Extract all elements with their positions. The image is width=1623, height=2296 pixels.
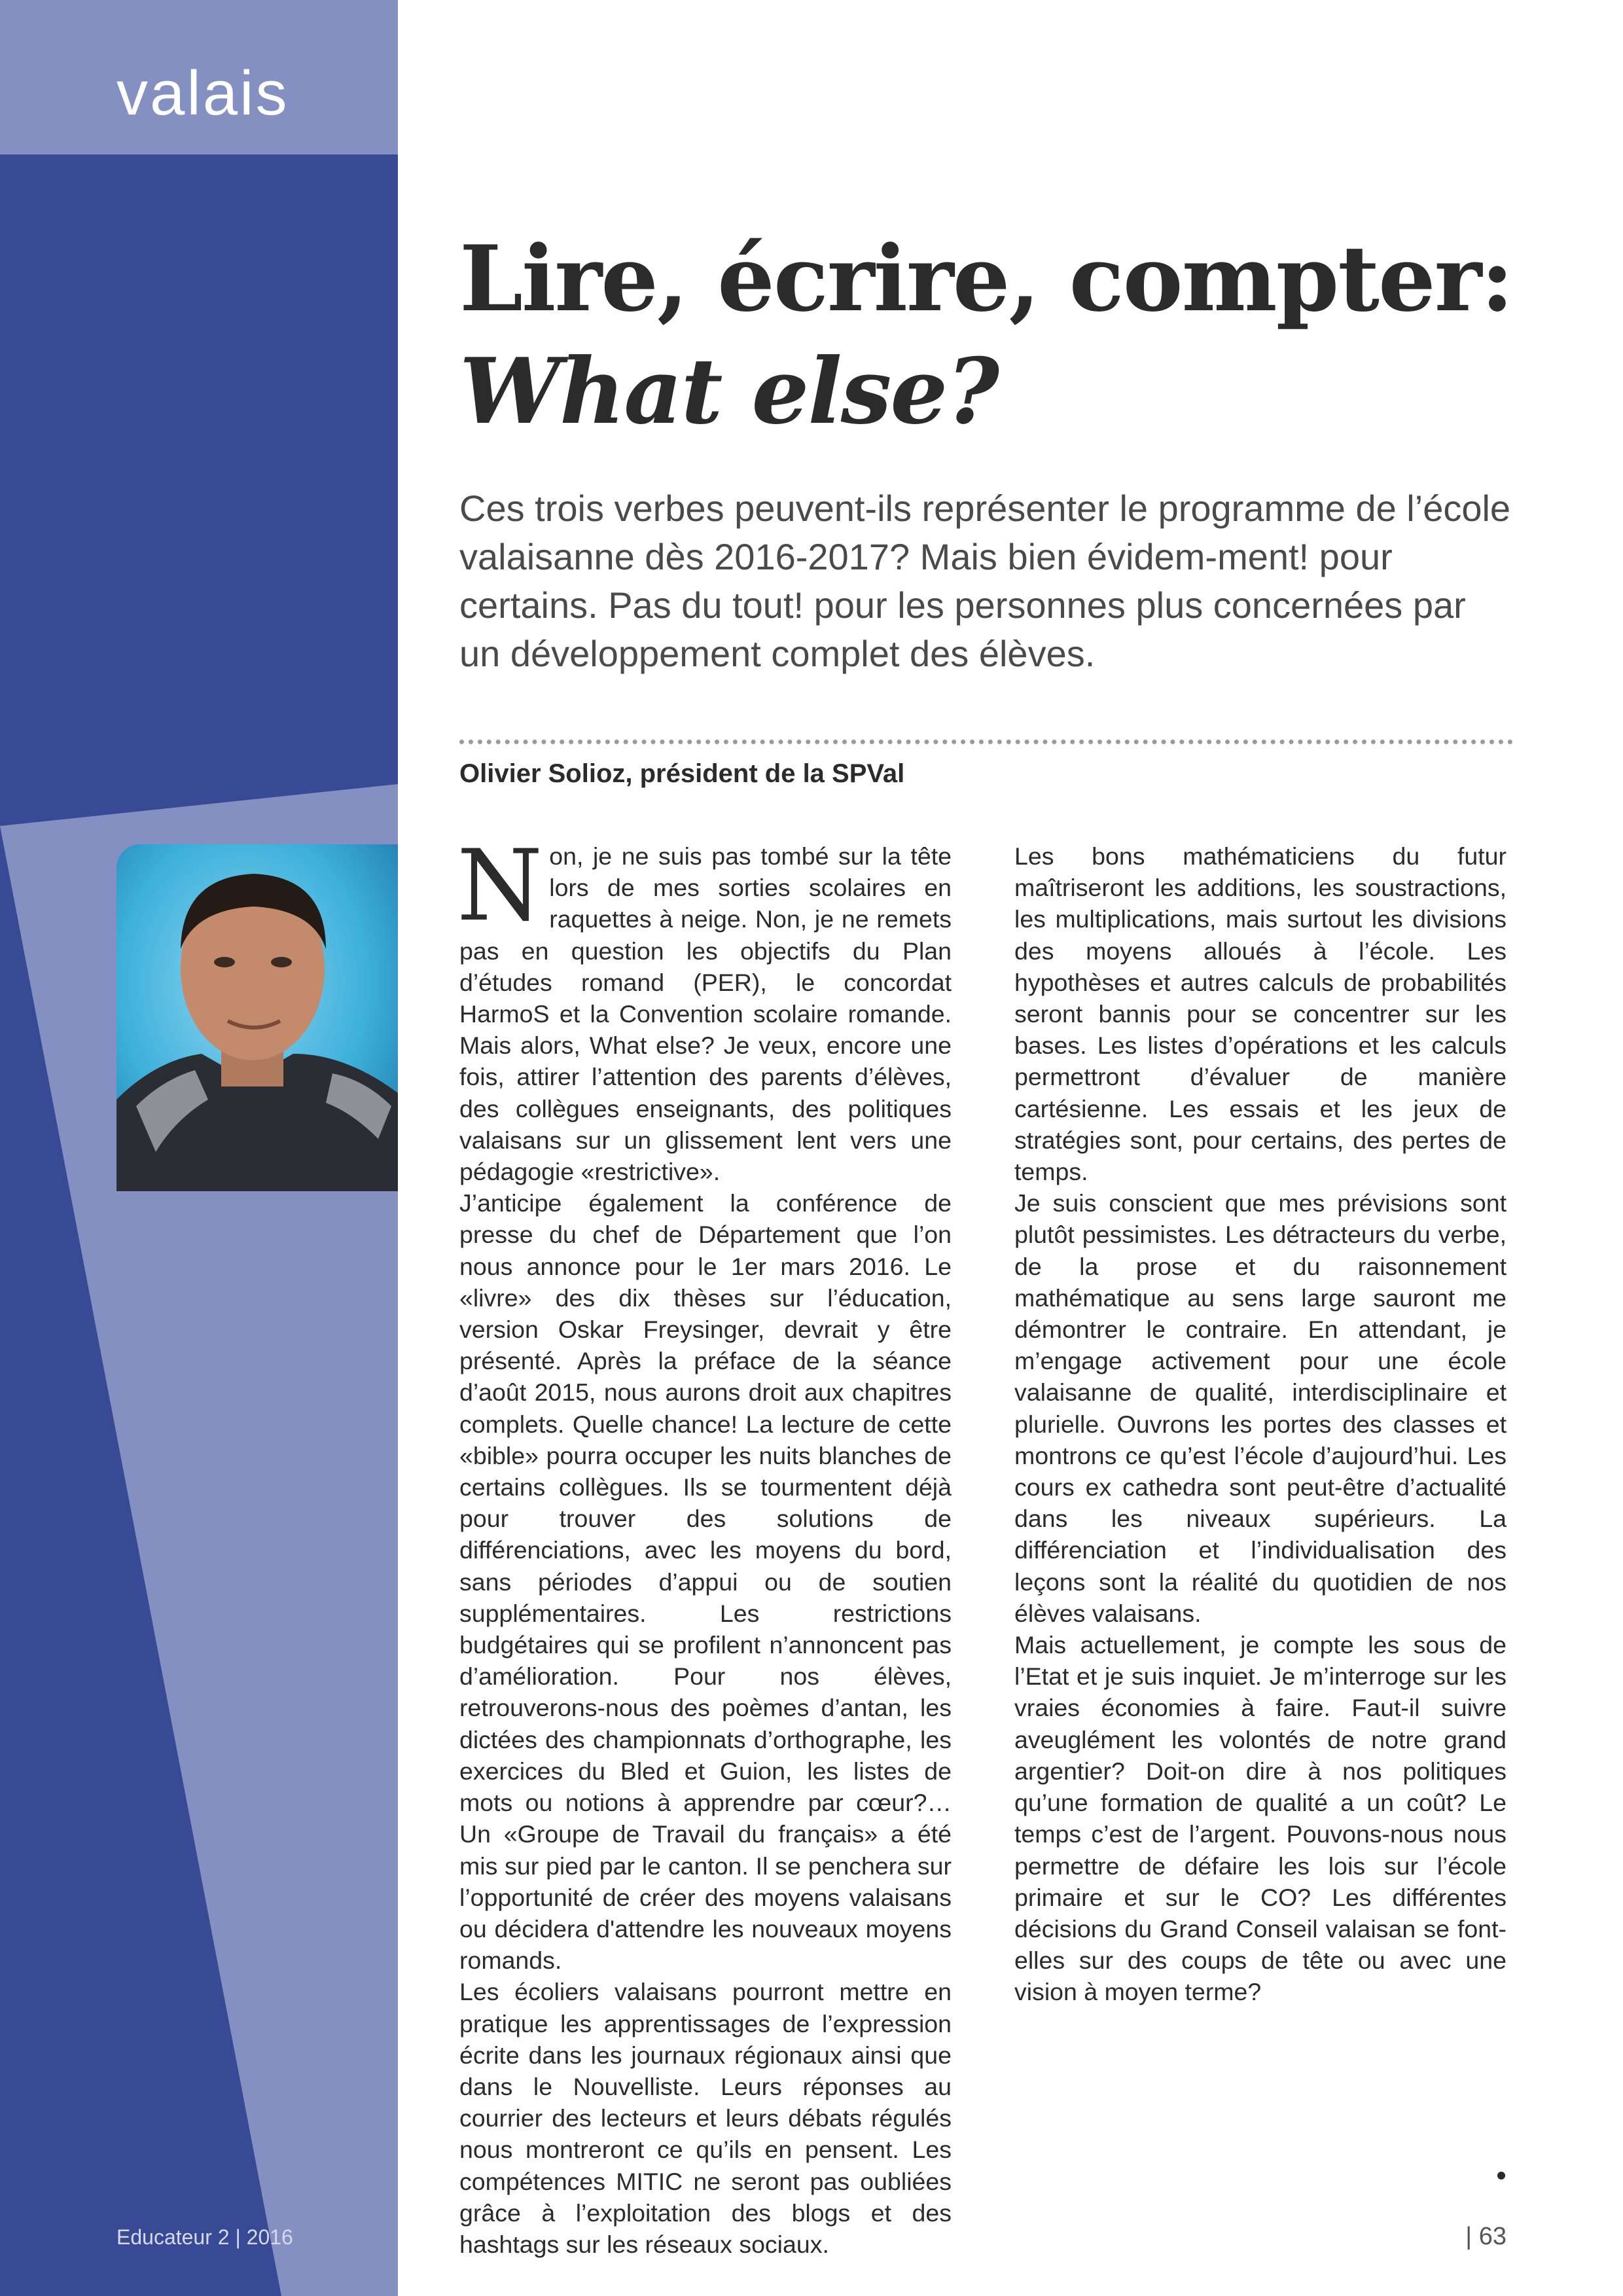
article-title xyxy=(459,223,1572,448)
title-line-1: Lire, écrire, compter: xyxy=(459,225,1513,332)
author-photo xyxy=(116,844,398,1191)
paragraph xyxy=(457,829,952,1187)
article-column-left xyxy=(457,829,952,2260)
separator-rule xyxy=(459,740,1513,744)
paragraph-text: on, je ne suis pas tombé sur la tête lors de mes sorties scolaires en raquettes à neige. Non, je ne remets pas en question les objectifs du Plan d’études romand (PER), le concordat HarmoS et la Convention scolaire romande. Mais alors, What else? Je veux, encore une fois, attirer l’attention des parents d’élèves, des collègues enseignants, des politiques valaisans sur un glissement lent vers une pédagogie «restrictive». xyxy=(459,842,952,1186)
paragraph: Les bons mathématiciens du futur maîtriseront les additions, les soustractions, les multiplications, mais surtout les divisions des moyens alloués à l’école. Les hypothèses et autres calculs de probabilités seront bannis pour se concentrer sur les bases. Les listes d’opérations et les calculs permettront d’évaluer de manière cartésienne. Les essais et les jeux de stratégies sont, pour certains, des pertes de temps. xyxy=(1014,842,1507,1186)
section-label: valais xyxy=(116,58,289,128)
publication-footer: Educateur 2 | 2016 xyxy=(116,2225,293,2249)
paragraph: Je suis conscient que mes prévisions sont plutôt pessimistes. Les détracteurs du verbe, de la prose et du raisonnement mathématique au sens large sauront me démontrer le contraire. En attendant, je m’engage activement pour une école valaisanne de qualité, interdisciplinaire et plurielle. Ouvrons les portes des classes et montrons ce qu’est l’école d’aujourd’hui. Les cours ex cathedra sont peut-être d’actualité dans les niveaux supérieurs. La différenciation et l’individualisation des leçons sont la réalité du quotidien de nos élèves valaisans. xyxy=(1014,1189,1507,1627)
page-number: | 63 xyxy=(1465,2223,1507,2250)
paragraph: J’anticipe également la conférence de presse du chef de Département que l’on nous annonce pour le 1er mars 2016. Le «livre» des dix thèses sur l’éducation, version Oskar Freysinger, devrait y être présenté. Après la préface de la séance d’août 2015, nous aurons droit aux chapitres complets. Quelle chance! La lecture de cette «bible» pourra occuper les nuits blanches de certains collègues. Ils se tourmentent déjà pour trouver des solutions de différenciations, avec les moyens du bord, sans périodes d’appui ou de soutien supplémentaires. Les restrictions budgétaires qui se profilent n’annoncent pas d’amélioration. Pour nos élèves, retrouverons-nous des poèmes d’antan, les dictées des championnats d’orthographe, les exercices du Bled et Guion, les listes de mots ou notions à apprendre par cœur?… Un «Groupe de Travail du français» a été mis sur pied par le canton. Il se penchera sur l’opportunité de créer des moyens valaisans ou décidera d'attendre les nouveaux moyens romands. xyxy=(459,1189,952,1975)
paragraph: Les écoliers valaisans pourront mettre en pratique les apprentissages de l’expression écrite dans les journaux régionaux ainsi que dans le Nouvelliste. Leurs réponses au courrier des lecteurs et leurs débats régulés nous montreront ce qu’ils en pensent. Les compétences MITIC ne seront pas oubliées grâce à l’exploitation des blogs et des hashtags sur les réseaux sociaux. xyxy=(459,1978,952,2258)
article-lead: Ces trois verbes peuvent-ils représenter le programme de l’école valaisanne dès 2016-2017? Mais bien évidem-ment! pour certains. Pas du tout! pour les personnes plus concernées par un développement complet des élèves. xyxy=(459,488,1511,674)
article-column-right xyxy=(1014,840,1507,2008)
end-of-article-bullet xyxy=(1497,2172,1505,2179)
article-author: Olivier Solioz, président de la SPVal xyxy=(459,759,905,788)
drop-cap: N xyxy=(457,829,543,943)
paragraph: Mais actuellement, je compte les sous de l’Etat et je suis inquiet. Je m’interroge sur les vraies économies à faire. Faut-il suivre aveuglément les volontés de notre grand argentier? Doit-on dire à nos politiques qu’une formation de qualité a un coût? Le temps c’est de l’argent. Pouvons-nous nous permettre de défaire les lois sur l’école primaire et sur le CO? Les différentes décisions du Grand Conseil valaisan se font-elles sur des coups de tête ou avec une vision à moyen terme? xyxy=(1014,1631,1507,2006)
title-line-2: What else? xyxy=(459,338,999,444)
